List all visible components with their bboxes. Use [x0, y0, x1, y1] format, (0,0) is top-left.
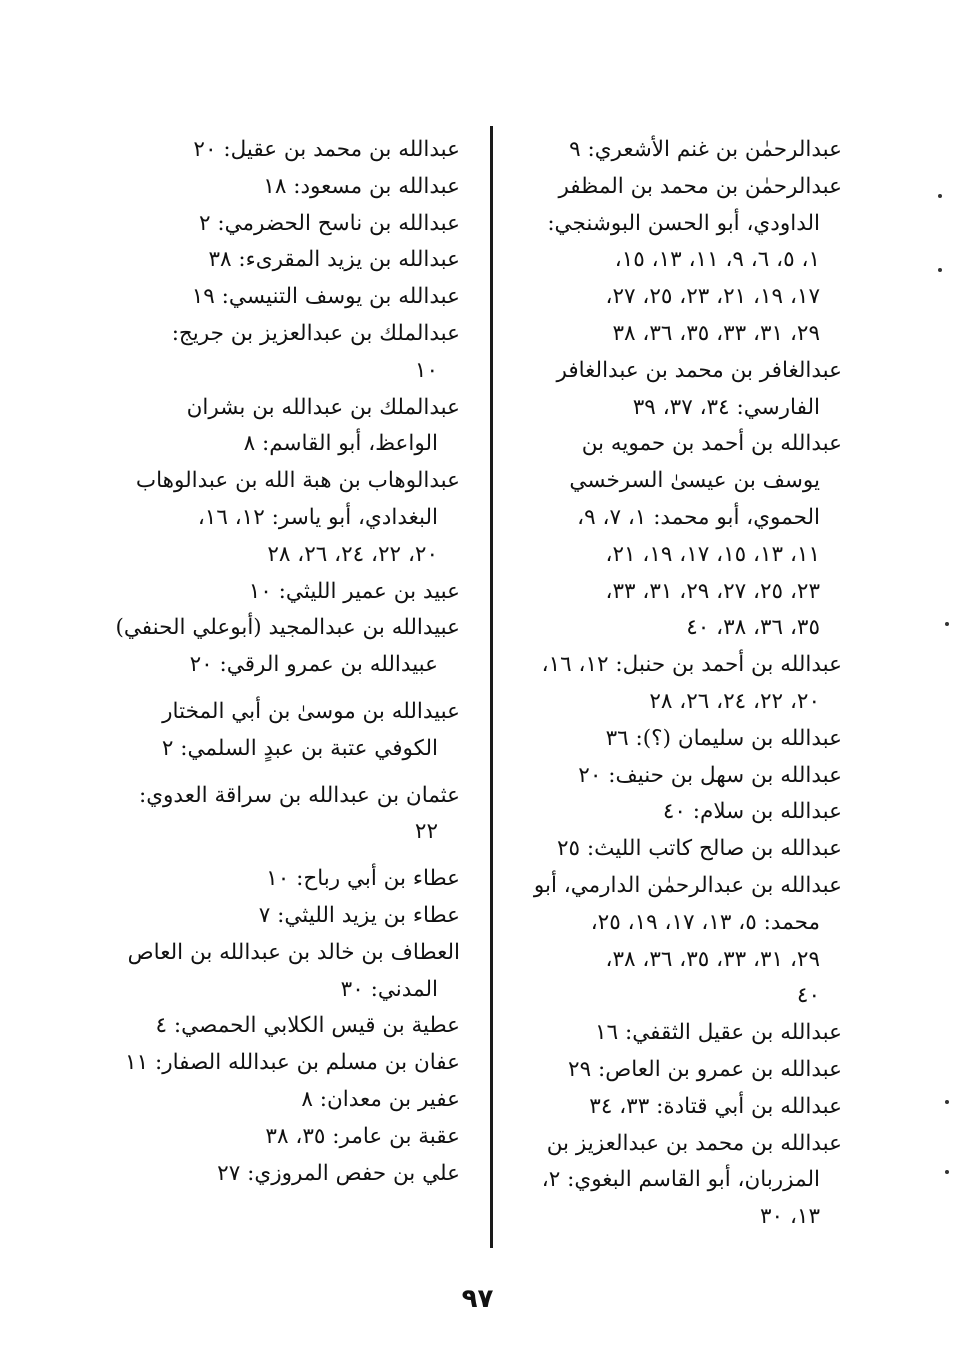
index-entry — [138, 1082, 460, 1119]
index-entry — [520, 721, 842, 758]
index-entry — [520, 132, 842, 169]
index-entry — [520, 831, 842, 868]
index-entry — [520, 1015, 842, 1052]
entry-continuation-line: ٢٢ — [414, 819, 438, 845]
entry-continuation-line: ٢٩، ٣١، ٣٣، ٣٥، ٣٦، ٣٨، — [605, 946, 820, 972]
margin-mark — [945, 622, 949, 626]
margin-mark — [945, 1100, 949, 1104]
index-entry — [138, 132, 460, 169]
index-entry — [138, 242, 460, 279]
entry-heading-line: عبدالرحمٰن بن محمد بن المظفر — [558, 173, 842, 199]
index-entry — [520, 1089, 842, 1126]
index-entry — [520, 647, 842, 721]
entry-continuation-line: محمد: ٥، ١٣، ١٧، ١٩، ٢٥، — [590, 909, 820, 935]
entry-continuation-line: ٢٣، ٢٥، ٢٧، ٢٩، ٣١، ٣٣، — [605, 578, 820, 604]
entry-continuation-line: ١٠ — [414, 357, 438, 383]
entry-heading-line: عبدالله بن أحمد بن حنبل: ١٢، ١٦، — [541, 652, 842, 678]
index-column-right — [520, 132, 842, 1236]
index-entry — [135, 463, 460, 573]
entry-heading-line: عبدالملك بن عبدالله بن بشران — [186, 394, 460, 420]
entry-heading-line: عطاء بن يزيد الليثي: ٧ — [258, 902, 460, 928]
entry-heading-line: عقبة بن عامر: ٣٥، ٣٨ — [265, 1123, 460, 1149]
column-divider — [490, 126, 493, 1248]
entry-heading-line: عبدالله بن ناسح الحضرمي: ٢ — [198, 210, 460, 236]
index-entry — [520, 426, 842, 647]
entry-heading-line: عبدالله بن محمد بن عبدالعزيز بن — [546, 1130, 842, 1156]
entry-heading-line: عبدالرحمٰن بن غنم الأشعري: ٩ — [569, 137, 842, 162]
index-entry — [520, 1052, 842, 1089]
index-entry — [138, 279, 460, 316]
entry-continuation-line: ٢٠، ٢٢، ٢٤، ٢٦، ٢٨ — [649, 688, 820, 714]
entry-continuation-line: عبيدالله بن عمرو الرقي: ٢٠ — [189, 652, 438, 678]
entry-heading-line: عثمان بن عبدالله بن سراقة العدوي: — [138, 782, 460, 808]
entry-continuation-line: ٤٠ — [796, 983, 820, 1009]
entry-heading-line: عبدالله بن سلام: ٤٠ — [662, 799, 842, 825]
entry-heading-line: عبدالله بن أحمد بن حمويه بن — [581, 431, 842, 457]
entry-continuation-line: ١، ٥، ٦، ٩، ١١، ١٣، ١٥، — [614, 247, 820, 273]
entry-heading-line: علي بن حفص المروزي: ٢٧ — [217, 1160, 460, 1186]
index-entry — [520, 868, 842, 1015]
index-entry — [138, 1008, 460, 1045]
entry-heading-line: عبدالله بن يزيد المقرىء: ٣٨ — [208, 247, 460, 273]
entry-continuation-line: يوسف بن عيسىٰ السرخسي — [569, 468, 820, 494]
index-entry — [138, 898, 460, 935]
entry-continuation-line: ١٣، ٣٠ — [760, 1204, 820, 1230]
entry-continuation-line: الكوفي عتبة بن عبدٍ السلمي: ٢ — [161, 735, 438, 761]
entry-heading-line: العطاف بن خالد بن عبدالله بن العاص — [127, 939, 460, 965]
entry-heading-line: عبيدالله بن موسىٰ بن أبي المختار — [162, 698, 460, 724]
entry-continuation-line: ١٧، ١٩، ٢١، ٢٣، ٢٥، ٢٧، — [605, 284, 820, 310]
entry-continuation-line: البغدادي، أبو ياسر: ١٢، ١٦، — [197, 504, 438, 530]
index-entry — [127, 935, 460, 1009]
margin-mark — [938, 268, 942, 272]
index-entry — [138, 316, 460, 390]
entry-heading-line: عبدالغافر بن محمد بن عبدالغافر — [556, 357, 842, 383]
index-entry — [138, 390, 460, 464]
entry-heading-line: عبدالله بن سليمان (؟): ٣٦ — [605, 725, 842, 751]
index-entry — [520, 794, 842, 831]
index-entry — [138, 1156, 460, 1193]
entry-continuation-line: ٣٥، ٣٦، ٣٨، ٤٠ — [686, 615, 820, 641]
margin-mark — [938, 194, 942, 198]
index-entry — [138, 169, 460, 206]
entry-continuation-line: ٢٩، ٣١، ٣٣، ٣٥، ٣٦، ٣٨ — [612, 320, 820, 346]
entry-continuation-line: الداودي، أبو الحسن البوشنجي: — [547, 210, 820, 236]
index-entry — [138, 694, 460, 768]
entry-heading-line: عبدالله بن يوسف التنيسي: ١٩ — [191, 284, 460, 310]
index-entry — [138, 778, 460, 852]
entry-heading-line: عبدالله بن عقيل الثقفي: ١٦ — [595, 1020, 842, 1046]
entry-heading-line: عبدالله بن مسعود: ١٨ — [263, 173, 460, 199]
entry-heading-line: عبيدالله بن عبدالمجيد (أبوعلي الحنفي) — [115, 615, 460, 641]
entry-continuation-line: الواعظ، أبو القاسم: ٨ — [243, 431, 438, 457]
entry-heading-line: عطاء بن أبي رباح: ١٠ — [266, 866, 460, 892]
index-entry — [138, 206, 460, 243]
entry-continuation-line: الفارسي: ٣٤، ٣٧، ٣٩ — [632, 394, 820, 420]
index-entry — [520, 758, 842, 795]
entry-heading-line: عطية بن قيس الكلابي الحمصي: ٤ — [155, 1013, 460, 1039]
index-entry — [138, 1119, 460, 1156]
index-entry — [115, 610, 460, 684]
index-entry — [138, 861, 460, 898]
index-entry — [125, 1045, 460, 1082]
entry-heading-line: عبدالله بن عمرو بن العاص: ٢٩ — [568, 1056, 842, 1082]
entry-heading-line: عبدالوهاب بن هبة الله بن عبدالوهاب — [135, 468, 460, 494]
index-column-left — [115, 132, 460, 1192]
entry-heading-line: عبدالله بن أبي قتادة: ٣٣، ٣٤ — [589, 1093, 842, 1119]
index-entry — [520, 353, 842, 427]
entry-heading-line: عفير بن معدان: ٨ — [301, 1086, 460, 1112]
index-entry — [520, 169, 842, 353]
page-number: ٩٧ — [461, 1284, 494, 1314]
margin-mark — [945, 1170, 949, 1174]
entry-heading-line: عبدالملك بن عبدالعزيز بن جريج: — [171, 320, 460, 346]
entry-heading-line: عفان بن مسلم بن عبدالله الصفار: ١١ — [125, 1050, 460, 1076]
entry-continuation-line: ٢٠، ٢٢، ٢٤، ٢٦، ٢٨ — [267, 541, 438, 567]
entry-continuation-line: المدني: ٣٠ — [340, 976, 438, 1002]
index-entry — [520, 1126, 842, 1236]
entry-heading-line: عبدالله بن صالح كاتب الليث: ٢٥ — [556, 836, 842, 862]
entry-continuation-line: الحموي، أبو محمد: ١، ٧، ٩، — [577, 504, 820, 530]
index-entry — [138, 574, 460, 611]
entry-heading-line: عبدالله بن محمد بن عقيل: ٢٠ — [193, 137, 460, 162]
entry-heading-line: عبدالله بن عبدالرحمٰن الدارمي، أبو — [533, 872, 842, 898]
entry-continuation-line: المزربان، أبو القاسم البغوي: ٢، — [541, 1167, 820, 1193]
entry-heading-line: عبدالله بن سهل بن حنيف: ٢٠ — [578, 762, 842, 788]
entry-heading-line: عبيد بن عمير الليثي: ١٠ — [248, 578, 460, 604]
entry-continuation-line: ١١، ١٣، ١٥، ١٧، ١٩، ٢١، — [605, 541, 820, 567]
